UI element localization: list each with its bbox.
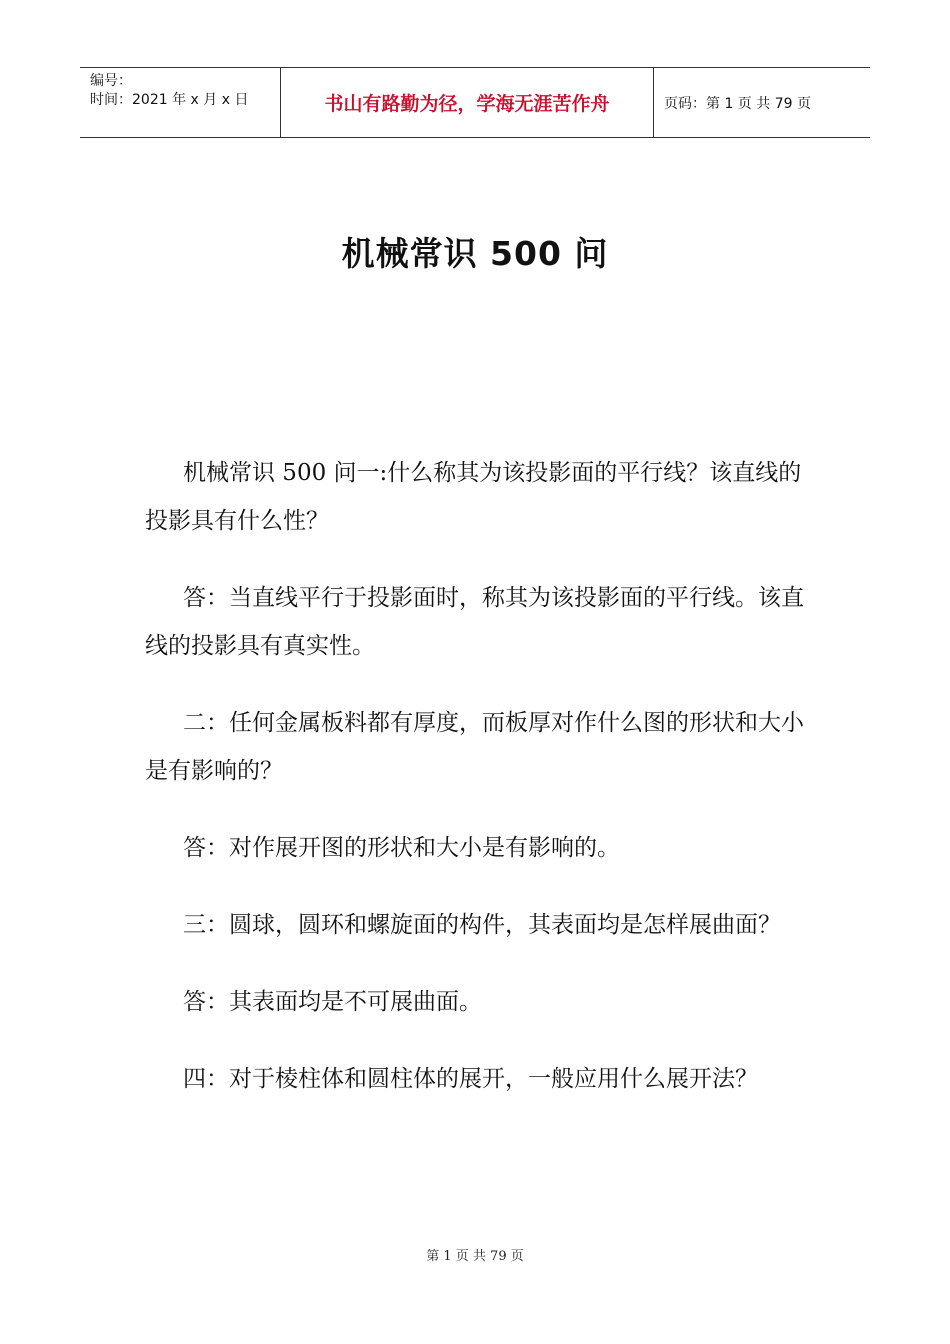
number-label: 编号： (90, 73, 132, 89)
header-motto: 书山有路勤为径，学海无涯苦作舟 (281, 68, 654, 137)
paragraph: 四：对于棱柱体和圆柱体的展开，一般应用什么展开法？ (183, 1066, 758, 1092)
paragraph: 机械常识 500 问一:什么称其为该投影面的平行线？该直线的投影具有什么性？ (145, 460, 802, 534)
page-footer: 第 1 页 共 79 页 (426, 1249, 524, 1264)
document-header (80, 67, 870, 138)
paragraph: 二：任何金属板料都有厚度，而板厚对作什么图的形状和大小是有影响的？ (145, 710, 804, 784)
paragraph: 答：当直线平行于投影面时，称其为该投影面的平行线。该直线的投影具有真实性。 (145, 585, 804, 659)
header-page-info: 页码：第 1 页 共 79 页 (664, 95, 811, 112)
header-meta-cell (80, 68, 281, 137)
time-label: 时间：2021 年 x 月 x 日 (90, 92, 249, 108)
document-title: 机械常识 500 问 (341, 234, 609, 273)
paragraph: 答：对作展开图的形状和大小是有影响的。 (183, 835, 620, 861)
paragraph: 答：其表面均是不可展曲面。 (183, 989, 482, 1015)
document-body (145, 449, 810, 1132)
paragraph: 三：圆球，圆环和螺旋面的构件，其表面均是怎样展曲面？ (183, 912, 781, 938)
